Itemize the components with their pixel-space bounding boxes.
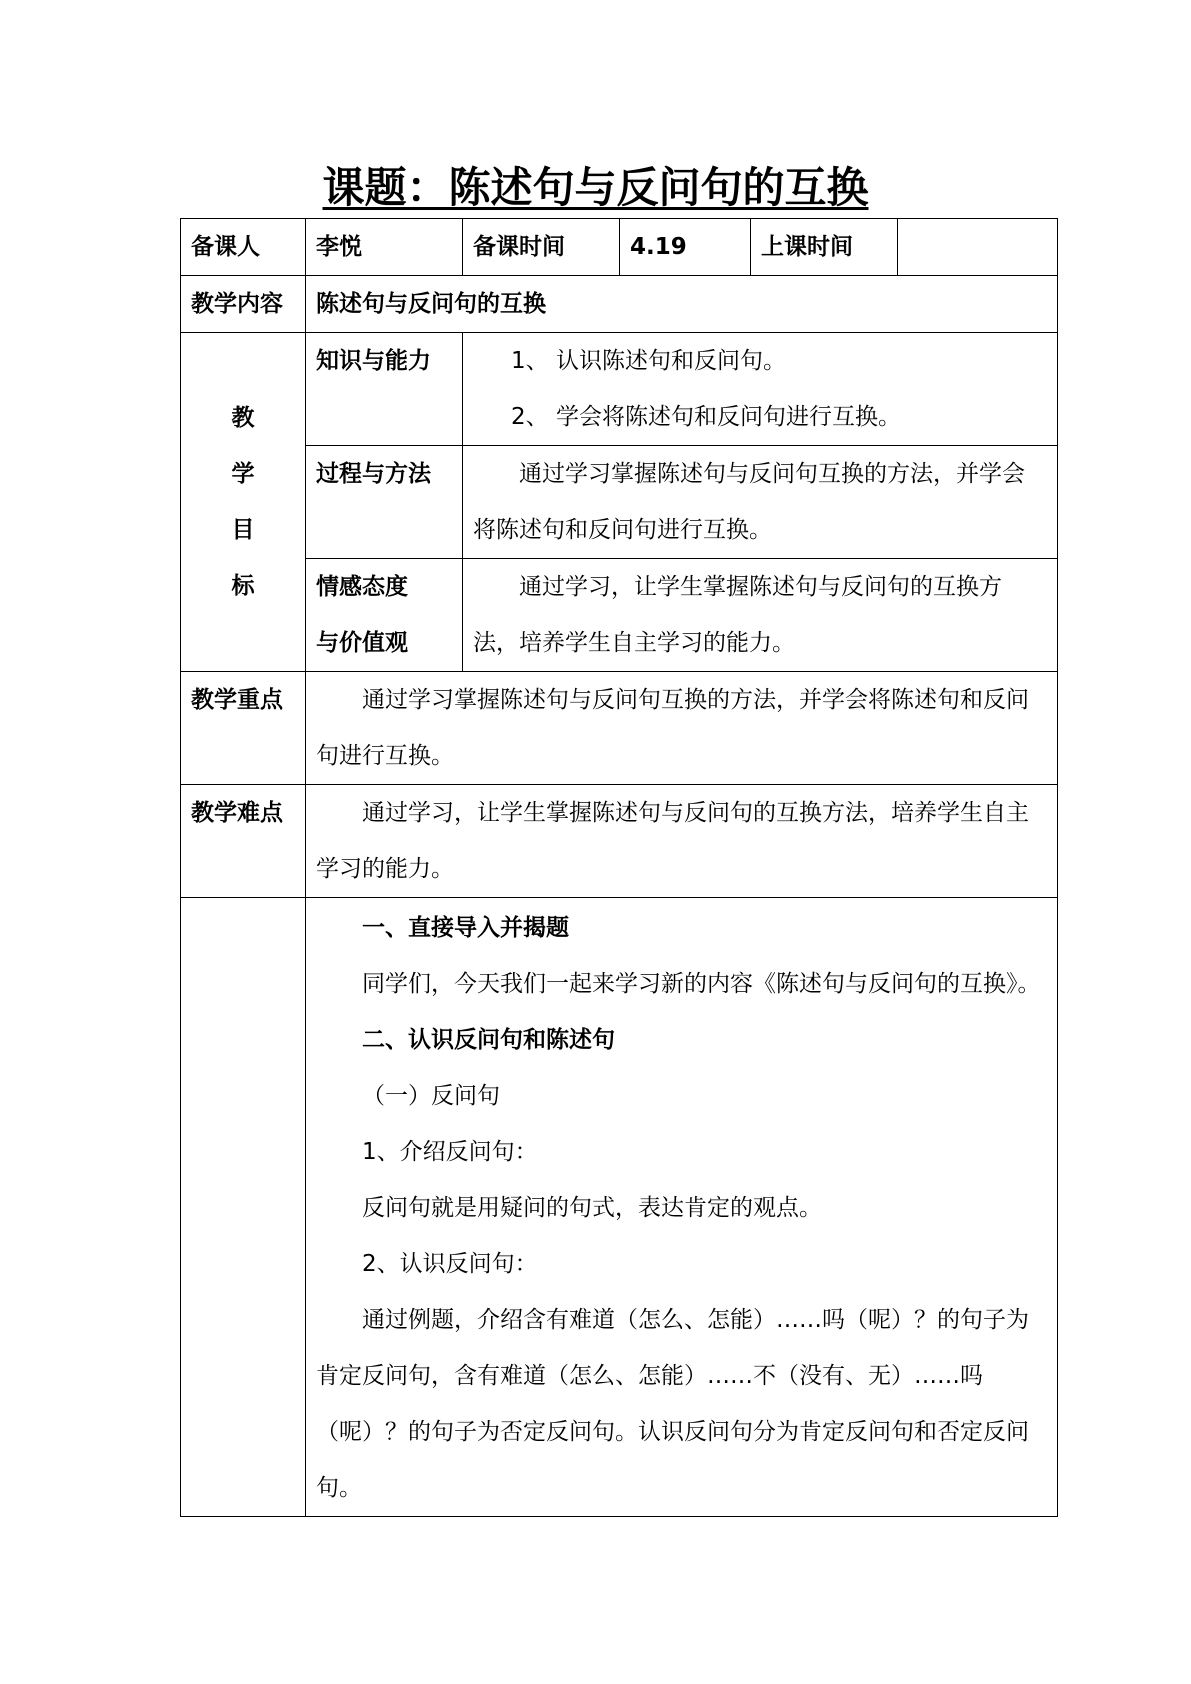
knowledge-label: 知识与能力 (306, 333, 463, 446)
objectives-label-char: 教 (231, 405, 255, 431)
process-text: 通过学习掌握陈述句与反问句互换的方法，并学会将陈述句和反问句进行互换。 (473, 461, 1025, 543)
title-text: 课题：陈述句与反问句的互换 (322, 163, 869, 212)
objectives-label-char: 学 (231, 461, 255, 487)
process-label: 过程与方法 (306, 446, 463, 559)
item2-text: 通过例题，介绍含有难道（怎么、怎能）……吗（呢）？的句子为肯定反问句，含有难道（怎么、怎能）……不（没有、无）……吗（呢）？的句子为否定反问句。认识反问句分为肯定反问句和否定反问句。 (316, 1307, 1029, 1501)
class-time-label: 上课时间 (751, 219, 898, 276)
objective-process-row (181, 446, 1058, 559)
section2-title: 二、认识反问句和陈述句 (362, 1027, 615, 1053)
emotion-text: 通过学习，让学生掌握陈述句与反问句的互换方法，培养学生自主学习的能力。 (473, 574, 1002, 656)
content-row (181, 276, 1058, 333)
lesson-plan-table (180, 218, 1058, 1517)
process-body-row (181, 898, 1058, 1517)
difficulties-label: 教学难点 (181, 785, 306, 898)
key-points-content (306, 672, 1058, 785)
key-points-row (181, 672, 1058, 785)
emotion-label-line: 与价值观 (316, 630, 408, 656)
difficulties-row (181, 785, 1058, 898)
key-points-label: 教学重点 (181, 672, 306, 785)
difficulties-content (306, 785, 1058, 898)
prep-time-label: 备课时间 (463, 219, 620, 276)
content-value: 陈述句与反问句的互换 (306, 276, 1058, 333)
item2-title: 2、认识反问句： (362, 1251, 538, 1277)
process-content (463, 446, 1058, 559)
key-points-text: 通过学习掌握陈述句与反问句互换的方法，并学会将陈述句和反问句进行互换。 (316, 687, 1029, 769)
objective-knowledge-row (181, 333, 1058, 446)
difficulties-text: 通过学习，让学生掌握陈述句与反问句的互换方法，培养学生自主学习的能力。 (316, 800, 1029, 882)
knowledge-item: 1、 认识陈述句和反问句。 (511, 348, 786, 374)
prep-time-value: 4.19 (620, 219, 751, 276)
header-row (181, 219, 1058, 276)
preparer-label: 备课人 (181, 219, 306, 276)
emotion-label-line: 情感态度 (316, 574, 408, 600)
objectives-label (181, 333, 306, 672)
section1-title: 一、直接导入并揭题 (362, 915, 569, 941)
page-title (0, 160, 1191, 216)
preparer-value: 李悦 (306, 219, 463, 276)
objectives-label-char: 目 (231, 517, 255, 543)
item1-title: 1、介绍反问句： (362, 1139, 538, 1165)
item1-text: 反问句就是用疑问的句式，表达肯定的观点。 (362, 1195, 822, 1221)
content-label: 教学内容 (181, 276, 306, 333)
objective-emotion-row (181, 559, 1058, 672)
sub1-title: （一）反问句 (362, 1083, 500, 1109)
section1-text: 同学们，今天我们一起来学习新的内容《陈述句与反问句的互换》。 (362, 971, 1041, 997)
process-body-label (181, 898, 306, 1517)
knowledge-item: 2、 学会将陈述句和反问句进行互换。 (511, 404, 901, 430)
class-time-value (898, 219, 1058, 276)
knowledge-content (463, 333, 1058, 446)
emotion-label (306, 559, 463, 672)
emotion-content (463, 559, 1058, 672)
objectives-label-char: 标 (231, 573, 255, 599)
process-body-content (306, 898, 1058, 1517)
